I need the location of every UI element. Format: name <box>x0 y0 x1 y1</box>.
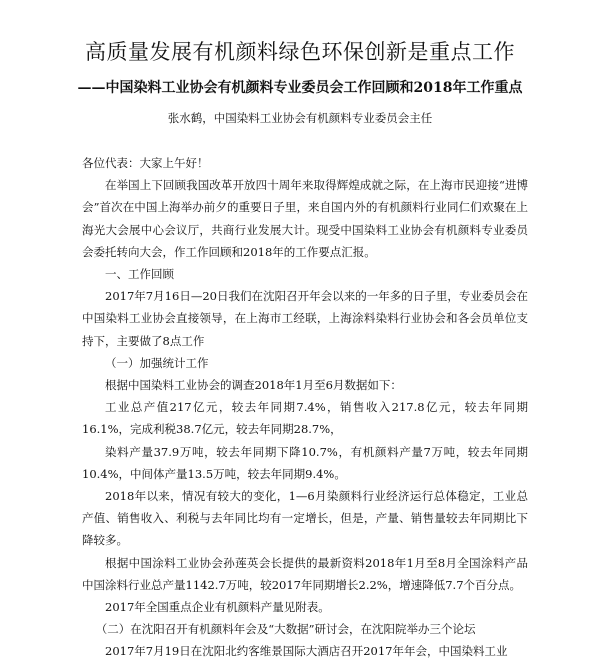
body-paragraph: 2017年7月19日在沈阳北约客维景国际大酒店召开2017年年会，中国染料工业 <box>105 644 508 659</box>
subsection-heading: （一）加强统计工作 <box>105 355 209 370</box>
greeting-paragraph: 各位代表：大家上午好！ <box>82 156 209 170</box>
subsection-heading: （二）在沈阳召开有机颜料年会及“大数据”研讨会，在沈阳院举办三个论坛 <box>95 622 476 637</box>
body-paragraph: 2017年全国重点企业有机颜料产量见附表。 <box>105 600 330 615</box>
document-title: 高质量发展有机颜料绿色环保创新是重点工作 <box>85 40 515 64</box>
body-paragraph: 根据中国染料工业协会的调查2018年1月至6月数据如下： <box>105 378 402 393</box>
body-paragraph: 2018年以来，情况有较大的变化，1—6月染颜料行业经济运行总体稳定，工业总产值、销售收入、利税与去年同比均有一定增长，但是，产量、销售量较去年同期比下降较多。 <box>82 489 528 548</box>
author-line: 张水鹤，中国染料工业协会有机颜料专业委员会主任 <box>167 111 433 125</box>
section-heading: 一、工作回顾 <box>105 267 174 282</box>
document-body <box>82 152 528 663</box>
body-paragraph: 染料产量37.9万吨，较去年同期下降10.7%，有机颜料产量7万吨，较去年同期10.4%，中间体产量13.5万吨，较去年同期9.4%。 <box>82 444 528 481</box>
body-paragraph: 2017年7月16日—20日我们在沈阳召开年会以来的一年多的日子里，专业委员会在中国染料工业协会直接领导，在上海市工经联，上海涂料染料行业协会和各会员单位支持下，主要做了8点工作 <box>82 289 528 348</box>
body-paragraph: 根据中国涂料工业协会孙莲英会长提供的最新资料2018年1月至8月全国涂料产品中国涂料行业总产量1142.7万吨，较2017年同期增长2.2%，增速降低7.7个百分点。 <box>82 555 528 592</box>
document-subtitle: ——中国染料工业协会有机颜料专业委员会工作回顾和2018年工作重点 <box>77 80 523 96</box>
body-paragraph: 工业总产值217亿元，较去年同期7.4%，销售收入217.8亿元，较去年同期16.1%，完成利税38.7亿元，较去年同期28.7%， <box>82 400 528 437</box>
body-paragraph: 在举国上下回顾我国改革开放四十周年来取得辉煌成就之际，在上海市民迎接“进博会”首次在中国上海举办前夕的重要日子里，来自国内外的有机颜料行业同仁们欢聚在上海光大会展中心会议厅，共商行业发展大计。现受中国染料工业协会有机颜料专业委员会委托转向大会，作工作回顾和2018年的工作要点汇报。 <box>82 178 528 259</box>
